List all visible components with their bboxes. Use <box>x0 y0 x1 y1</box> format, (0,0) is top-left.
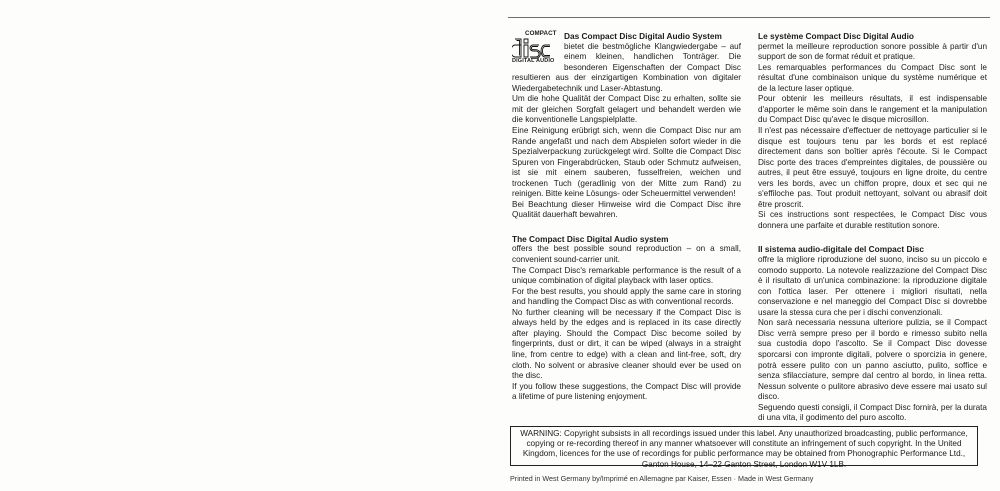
french-paragraph: Il n'est pas nécessaire d'effectuer de nettoyage particulier si le disque est toujours tenu par les bords et est replacé directement dans son boîtier après l'écoute. Si le Compact Disc porte des traces d'empreintes digitales, de poussière ou autres, il peut être essuyé, toujours en ligne droite, du centre vers les bords, avec un chiffon propre, doux et sec qui ne s'effiloche pas. Tout produit nettoyant, solvant ou abrasif doit être proscrit. <box>758 125 987 209</box>
italian-title: Il sistema audio-digitale del Compact Disc <box>758 244 924 255</box>
english-paragraph: No further cleaning will be necessary if the Compact Disc is always held by the edges and is replaced in its case directly after playing. Should the Compact Disc become soiled by fingerprints, dust or dirt, it can be wiped (always in a straight line, from centre to edge) with a clean and lint-free, soft, dry cloth. No solvent or abrasive cleaner should ever be used on the disc. <box>512 307 741 381</box>
left-column <box>512 31 741 403</box>
english-paragraph: The Compact Disc's remarkable performance is the result of a unique combination of digital playback with laser optics. <box>512 265 741 286</box>
french-paragraph: Si ces instructions sont respectées, le Compact Disc vous donnera une parfaite et durable restitution sonore. <box>758 210 987 230</box>
top-rule <box>508 17 990 18</box>
copyright-warning-text: WARNING: Copyright subsists in all recordings issued under this label. Any unauthorized broadcasting, public performance, copying or re-recording thereof in any manner whatsoever will constitute an infringement of such copyright. In the United Kingdom, licences for the use of recordings for public performance may be obtained from Phonographic Performance Ltd., Ganton House, 14–22 Ganton Street, London W1V 1LB. <box>520 429 968 469</box>
logo-compact-label: COMPACT <box>525 30 557 37</box>
right-column <box>758 31 987 424</box>
french-title: Le système Compact Disc Digital Audio <box>758 31 914 41</box>
french-paragraph: Pour obtenir les meilleurs résultats, il est indispensable d'apporter le même soin dans le rangement et la manipulation du Compact Disc qu'avec le disque microsillon. <box>758 94 987 125</box>
german-title: Das Compact Disc Digital Audio System <box>564 31 722 41</box>
french-paragraph: Les remarquables performances du Compact Disc sont le résultat d'une combinaison unique du système numérique et de la lecture laser optique. <box>758 62 987 93</box>
copyright-warning-box <box>510 426 978 469</box>
compact-disc-logo <box>512 31 558 67</box>
german-paragraph: Bei Beachtung dieser Hinweise wird die Compact Disc ihre Qualität dauerhaft bewahren. <box>512 199 741 220</box>
french-paragraph: permet la meilleure reproduction sonore possible à partir d'un support de son de format réduit et pratique. <box>758 41 987 62</box>
english-paragraph: offers the best possible sound reproduction – on a small, convenient sound-carrier unit. <box>512 244 741 265</box>
german-paragraph: Eine Reinigung erübrigt sich, wenn die Compact Disc nur am Rande angefaßt und nach dem Abspielen sofort wieder in die Spezialverpackung zurückgelegt wird. Sollte die Compact Disc Spuren von Fingerabdrücken, Staub oder Schmutz aufweisen, ist sie mit einem sauberen, fusselfreien, weichen und trockenen Tuch (geradlinig von der Mitte zum Rand) zu reinigen. Bitte keine Lösungs- oder Scheuermittel verwenden! <box>512 125 741 199</box>
english-title: The Compact Disc Digital Audio system <box>512 233 669 244</box>
german-paragraph: bietet die bestmögliche Klangwiedergabe – auf einem kleinen, handlichen Tonträger. Die besonderen Eigenschaften der Compact Disc resultieren aus der einzigartigen Kombination von digitaler Wiedergabetechnik und Laser-Abtastung. <box>512 41 741 93</box>
english-paragraph: If you follow these suggestions, the Compact Disc will provide a lifetime of pure listening enjoyment. <box>512 381 741 402</box>
italian-paragraph: Non sarà necessaria nessuna ulteriore pulizia, se il Compact Disc verrà sempre preso per il bordo e rimesso subito nella sua custodia dopo l'ascolto. Se il Compact Disc dovesse sporcarsi con impronte digitali, polvere o sporcizia in genere, potrà essere pulito con un panno asciutto, pulito, soffice e senza sfilacciature, sempre dal centro al bordo, in linea retta. Nessun solvente o pulitore abrasivo deve essere mai usato sul disco. <box>758 318 987 402</box>
printed-in-footer: Printed in West Germany by/Imprimé en Allemagne par Kaiser, Essen · Made in West Germany <box>510 474 814 483</box>
italian-paragraph: Seguendo questi consigli, il Compact Disc fornirà, per la durata di una vita, il godimento del puro ascolto. <box>758 402 987 423</box>
english-paragraph: For the best results, you should apply the same care in storing and handling the Compact Disc as with conventional records. <box>512 286 741 307</box>
german-paragraph: Um die hohe Qualität der Compact Disc zu erhalten, sollte sie mit der gleichen Sorgfalt gelagert und behandelt werden wie die konventionelle Langspielplatte. <box>512 94 741 125</box>
logo-digital-audio-label: DIGITAL AUDIO <box>512 58 555 64</box>
italian-paragraph: offre la migliore riproduzione del suono, inciso su un piccolo e comodo supporto. La notevole realizzazione del Compact Disc è il risultato di un'unica combinazione: la riproduzione digitale con l'ottica laser. Per ottenere i migliori risultati, nella conservazione e nel maneggio del Compact Disc si dovrebbe usare la stessa cura che per i dischi convenzionali. <box>758 255 987 317</box>
